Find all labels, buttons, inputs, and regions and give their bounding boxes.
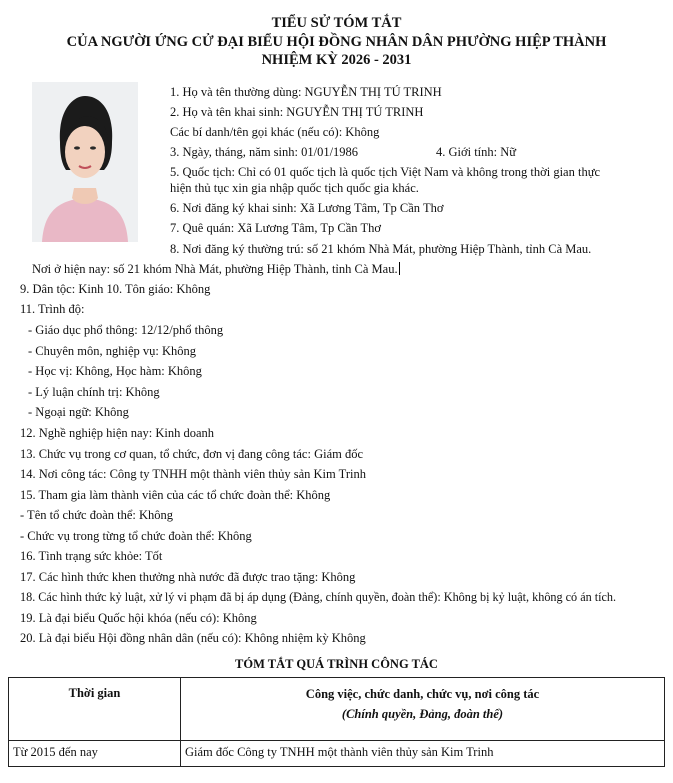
field-national-assembly: 19. Là đại biểu Quốc hội khóa (nếu có): Không	[20, 611, 257, 625]
field-workplace: 14. Nơi công tác: Công ty TNHH một thành viên thủy sản Kim Trinh	[20, 467, 366, 481]
field-specialty: - Chuyên môn, nghiệp vụ: Không	[28, 344, 197, 358]
field-awards: 17. Các hình thức khen thưởng nhà nước đã được trao tặng: Không	[20, 570, 356, 584]
field-organization-name: - Tên tổ chức đoàn thể: Không	[20, 508, 174, 522]
table-header-row	[9, 678, 665, 741]
field-council-member: 20. Là đại biểu Hội đồng nhân dân (nếu có): Không nhiệm kỳ Không	[20, 631, 366, 645]
field-nationality-cont: hiện thủ tục xin gia nhập quốc tịch quốc gia khác.	[170, 181, 419, 195]
field-permanent-residence: 8. Nơi đăng ký thường trú: số 21 khóm Nhà Mát, phường Hiệp Thành, tỉnh Cà Mau.	[170, 242, 592, 256]
field-hometown: 7. Quê quán: Xã Lương Tâm, Tp Cần Thơ	[170, 221, 381, 235]
field-health: 16. Tình trạng sức khỏe: Tốt	[20, 549, 163, 563]
field-qualifications: 11. Trình độ:	[20, 302, 85, 316]
field-current-residence: Nơi ở hiện nay: số 21 khóm Nhà Mát, phường Hiệp Thành, tỉnh Cà Mau.	[32, 262, 398, 276]
column-header-job	[181, 678, 665, 741]
field-nationality: 5. Quốc tịch: Chỉ có 01 quốc tịch là quốc tịch Việt Nam và không trong thời gian thực	[170, 165, 601, 179]
field-dob: 3. Ngày, tháng, năm sinh: 01/01/1986	[170, 145, 359, 159]
document-subtitle: CỦA NGƯỜI ỨNG CỬ ĐẠI BIỂU HỘI ĐỒNG NHÂN DÂN PHƯỜNG HIỆP THÀNH	[66, 34, 607, 50]
field-birth-name: 2. Họ và tên khai sinh: NGUYỄN THỊ TÚ TRINH	[170, 105, 424, 119]
work-history-title: TÓM TẮT QUÁ TRÌNH CÔNG TÁC	[235, 657, 438, 671]
field-general-education: - Giáo dục phổ thông: 12/12/phổ thông	[28, 323, 224, 337]
field-occupation: 12. Nghề nghiệp hiện nay: Kinh doanh	[20, 426, 215, 440]
field-organizations: 15. Tham gia làm thành viên của các tổ chức đoàn thể: Không	[20, 488, 331, 502]
candidate-photo	[32, 82, 138, 242]
column-header-time: Thời gian	[9, 678, 181, 741]
table-row	[9, 741, 665, 767]
field-organization-role: - Chức vụ trong từng tổ chức đoàn thể: Không	[20, 529, 252, 543]
column-header-job-sub: (Chính quyền, Đảng, đoàn thể)	[341, 707, 504, 721]
field-alias: Các bí danh/tên gọi khác (nếu có): Không	[170, 125, 380, 139]
cell-job: Giám đốc Công ty TNHH một thành viên thủy sản Kim Trinh	[181, 741, 665, 767]
field-discipline: 18. Các hình thức kỷ luật, xử lý vi phạm đã bị áp dụng (Đảng, chính quyền, đoàn thể): Không bị kỷ luật, không có án tích.	[20, 590, 617, 604]
term-title: NHIỆM KỲ 2026 - 2031	[261, 52, 412, 68]
cell-time: Từ 2015 đến nay	[9, 741, 181, 767]
field-political-theory: - Lý luận chính trị: Không	[28, 385, 160, 399]
field-foreign-language: - Ngoại ngữ: Không	[28, 405, 129, 419]
field-common-name: 1. Họ và tên thường dùng: NGUYỄN THỊ TÚ TRINH	[170, 85, 442, 99]
field-degree: - Học vị: Không, Học hàm: Không	[28, 364, 202, 378]
field-gender: 4. Giới tính: Nữ	[436, 145, 517, 159]
work-history-table	[8, 677, 665, 767]
column-header-job-label: Công việc, chức danh, chức vụ, nơi công tác	[305, 687, 540, 701]
field-position: 13. Chức vụ trong cơ quan, tổ chức, đơn vị đang công tác: Giám đốc	[20, 447, 364, 461]
field-ethnicity-religion: 9. Dân tộc: Kinh 10. Tôn giáo: Không	[20, 282, 211, 296]
text-cursor	[399, 262, 400, 275]
field-birth-registration: 6. Nơi đăng ký khai sinh: Xã Lương Tâm, Tp Cần Thơ	[170, 201, 444, 215]
document-title: TIỂU SỬ TÓM TẮT	[271, 15, 402, 31]
